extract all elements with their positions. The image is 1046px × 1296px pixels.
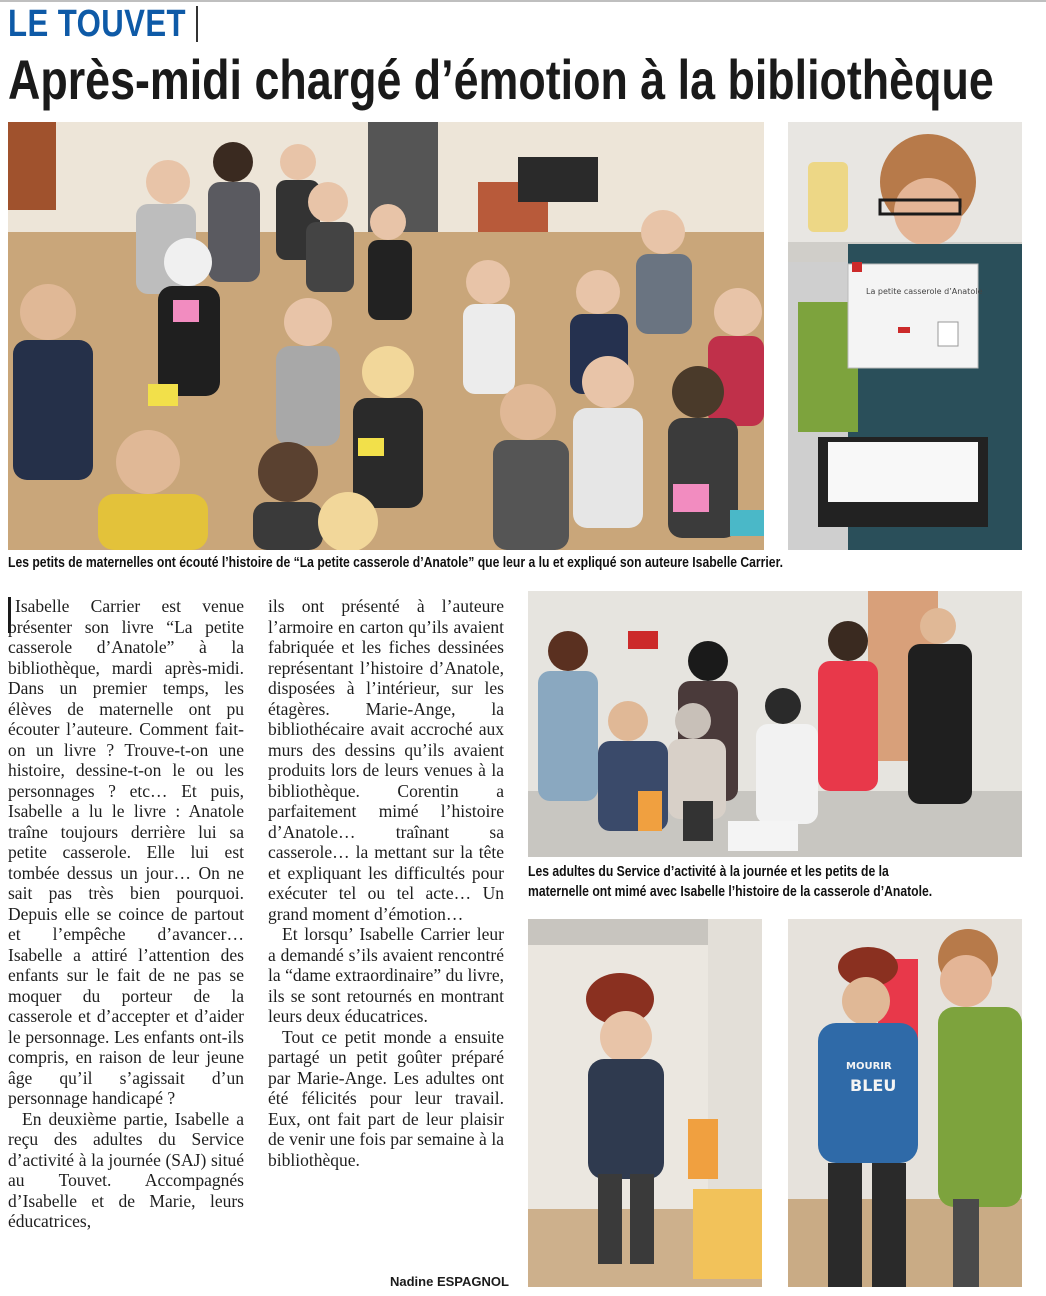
top-rule xyxy=(0,0,1046,2)
headline: Après-midi chargé d’émotion à la bibliothèque xyxy=(8,48,994,111)
paragraph: ils ont présenté à l’auteure l’armoire en carton qu’ils avaient fabriquée et les fiches dessinées représentant l’histoire d’Anatole, disposées à l’intérieur, sur les étagères. Marie-Ange, la bibliothécaire avait accroché aux murs des dessins qu’ils avaient produits lors de leurs venues à la bibliothèque. Corentin a parfaitement mimé l’histoire d’Anatole… traînant sa casserole… la mettant sur la tête et expliquant les difficultés pour exécuter tel ou tel acte… Un grand moment d’émotion… xyxy=(268,596,504,924)
paragraph: Tout ce petit monde a ensuite partagé un petit goûter préparé par Marie-Ange. Les adultes ont été félicités pour leur travail. Eux, ont fait part de leur plaisir de venir une fois par semaine à la bibliothèque. xyxy=(268,1026,504,1170)
adults-caption: Les adultes du Service d’activité à la journée et les petits de la maternelle ont mimé avec Isabelle l’histoire de la casserole d’Anatole. xyxy=(528,864,933,900)
svg-text:BLEU: BLEU xyxy=(850,1076,897,1095)
paragraph: Et lorsqu’ Isabelle Carrier leur a demandé s’ils avaient rencontré la “dame extraordinaire” du livre, ils se sont retournés en montrant leurs deux éducatrices. xyxy=(268,924,504,1026)
article-column-1 xyxy=(8,596,244,1232)
paragraph: Isabelle Carrier est venue présenter son livre “La petite casserole d’Anatole” à la bibliothèque, mardi après-midi. Dans un premier temps, les élèves de maternelle ont pu écouter l’auteure. Comment fait-on un livre ? Trouve-t-on une histoire, dessine-t-on le ou les personnages ? etc… Et puis, Isabelle a lu le livre : Anatole traîne toujours derrière lui sa petite casserole. Elle lui est tombée dessus un jour… On ne sait pas très bien pourquoi. Depuis elle se coince de partout et l’empêche d’avancer… Isabelle a attiré l’attention des enfants sur le fait de ne pas se moquer du porteur de la casserole et d’accepter et d’aider le personnage. Les enfants ont-ils compris, en raison de leur jeune âge qu’il s’agissait d’un personnage handicapé ? xyxy=(8,596,244,1108)
main-caption: Les petits de maternelles ont écouté l’histoire de “La petite casserole d’Anatole” que leur a lu et expliqué son auteure Isabelle Carrier. xyxy=(8,555,784,571)
adults-photo xyxy=(528,591,1022,857)
child-with-pot-photo-icon xyxy=(528,919,762,1287)
svg-text:MOURIR: MOURIR xyxy=(846,1061,892,1072)
author-reading-photo-icon xyxy=(788,122,1022,550)
adults-group-photo-icon xyxy=(528,591,1022,857)
paragraph: En deuxième partie, Isabelle a reçu des adultes du Service d’activité à la journée (SAJ) situé au Touvet. Accompagnés d’Isabelle et de Marie, leurs éducatrices, xyxy=(8,1108,244,1231)
kicker-divider xyxy=(196,6,198,42)
byline: Nadine ESPAGNOL xyxy=(390,1274,509,1289)
section-kicker: LE TOUVET xyxy=(8,3,186,45)
children-listening-photo-icon xyxy=(8,122,764,550)
article-column-2 xyxy=(268,596,504,1170)
mime-performance-photo-icon xyxy=(788,919,1022,1287)
author-photo xyxy=(788,122,1022,550)
child-hat-photo xyxy=(528,919,762,1287)
children-photo xyxy=(8,122,764,550)
dance-photo xyxy=(788,919,1022,1287)
svg-text:La petite casserole d’Anatole: La petite casserole d’Anatole xyxy=(866,287,983,296)
